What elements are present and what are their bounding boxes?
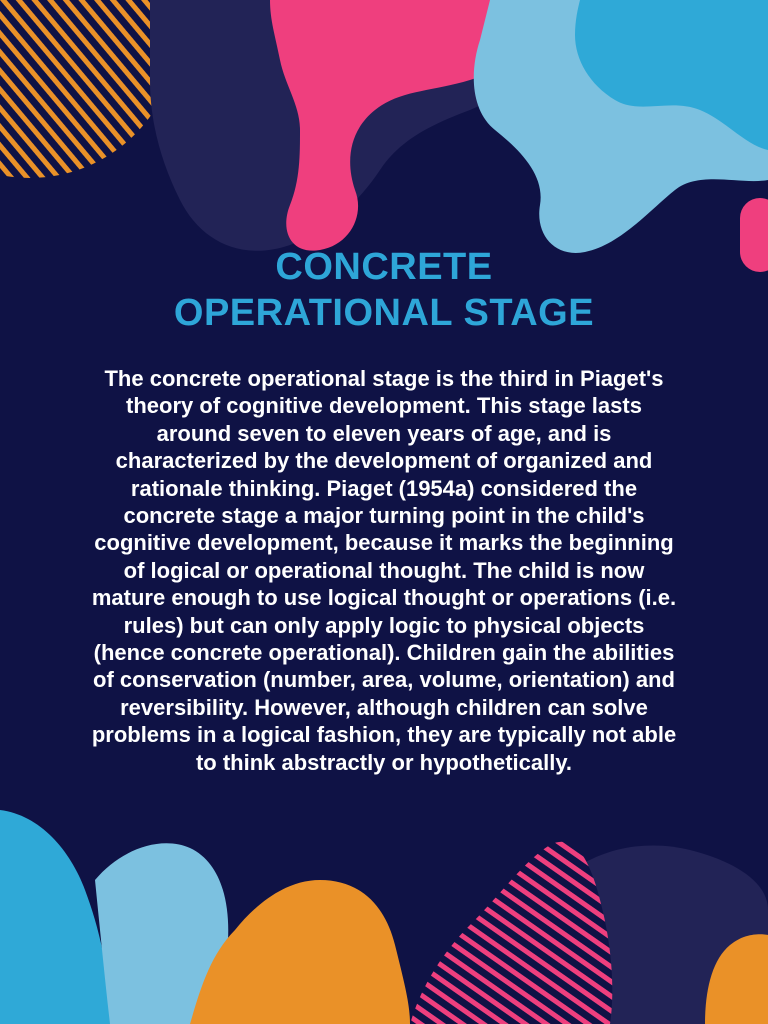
title-line-1: CONCRETE [275, 246, 493, 288]
pink-pill-right [740, 198, 768, 272]
striped-pink-blob [410, 842, 612, 1024]
body-paragraph: The concrete operational stage is the third in Piaget's theory of cognitive development. This stage lasts around seven to eleven years of age, and is characterized by the development of organized and rationale thinking. Piaget (1954a) considered the concrete stage a major turning point in the child's cognitive development, because it marks the beginning of logical or operational thought. The child is now mature enough to use logical thought or operations (i.e. rules) but can only apply logic to physical objects (hence concrete operational). Children gain the abilities of conservation (number, area, volume, orientation) and reversibility. However, although children can solve problems in a logical fashion, they are typically not able to think abstractly or hypothetically. [91, 366, 677, 775]
cyan-blob-bottom-left [0, 810, 110, 1024]
page-title [84, 244, 684, 336]
title-line-2: OPERATIONAL STAGE [173, 292, 595, 334]
